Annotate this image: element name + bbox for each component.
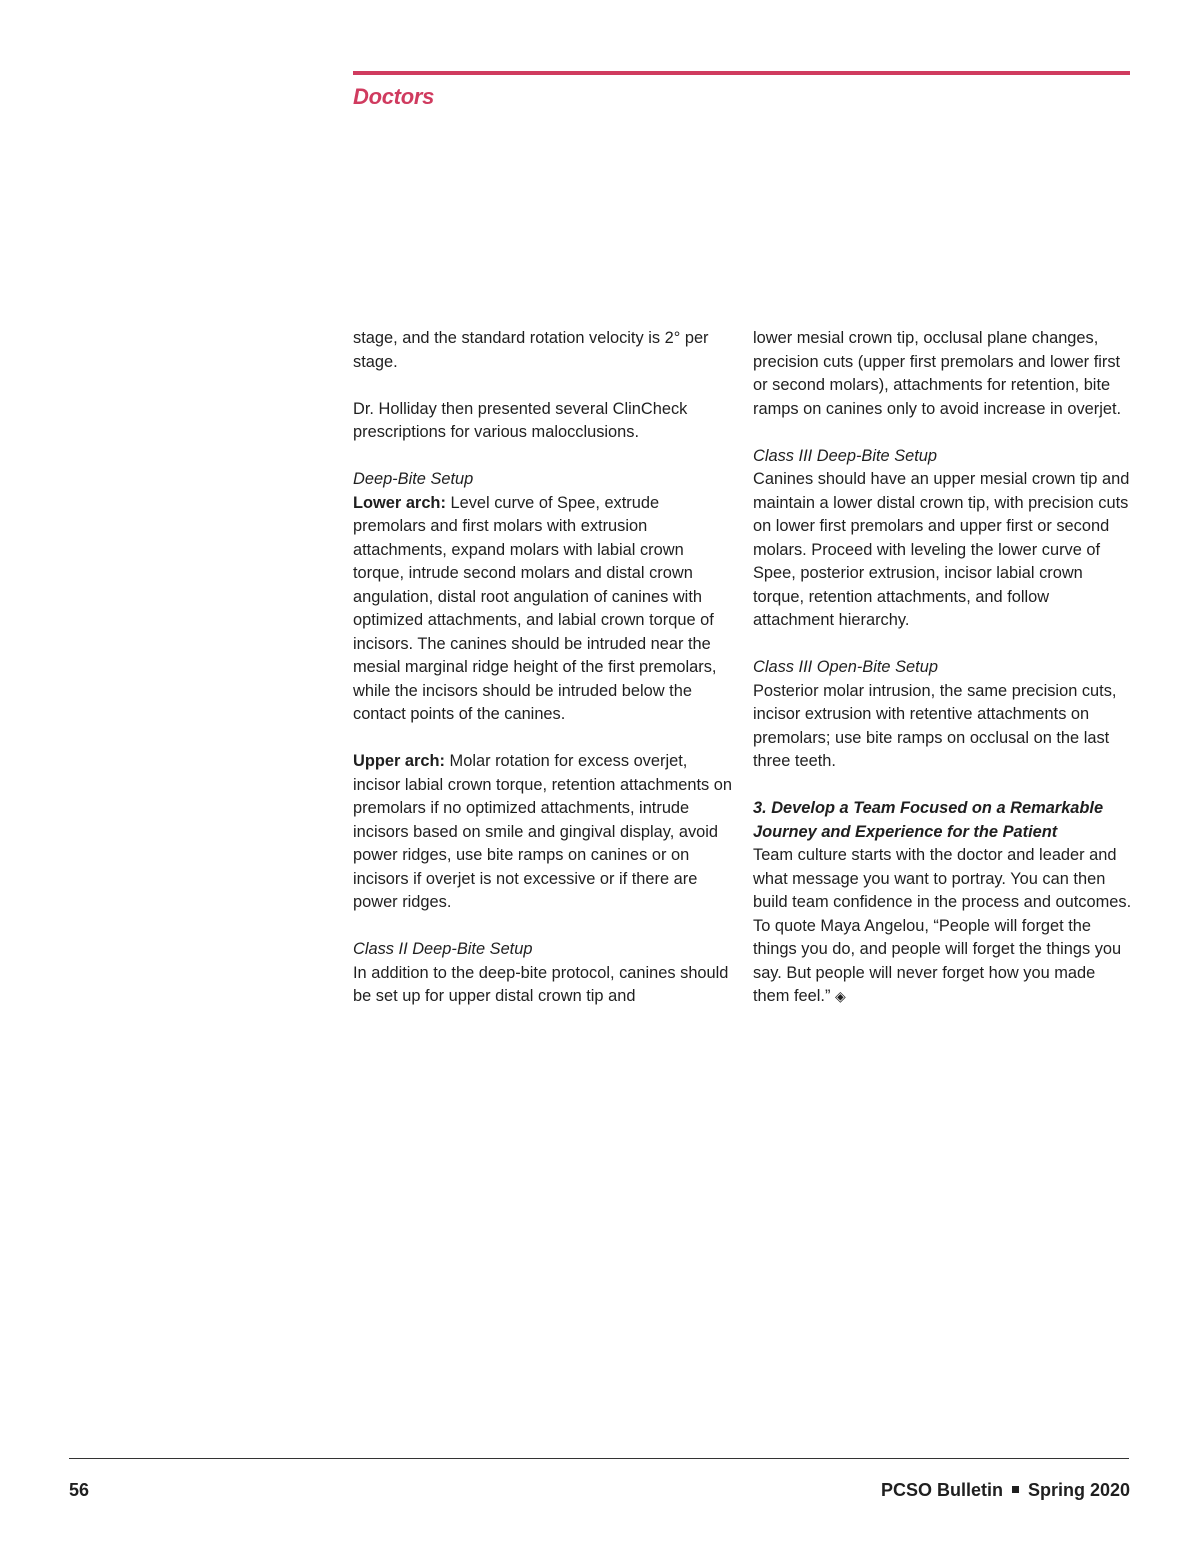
- paragraph: Posterior molar intrusion, the same precision cuts, incisor extrusion with retentive attachments on premolars; use bite ramps on occlusal on the last three teeth.: [753, 681, 1117, 770]
- lower-arch-label: Lower arch:: [353, 493, 446, 512]
- right-column: [753, 327, 1133, 1032]
- footer-publication: [881, 1480, 1130, 1501]
- paragraph: Canines should have an upper mesial crown tip and maintain a lower distal crown tip, with precision cuts on lower first premolars and upper first or second molars. Proceed with leveling the lower curve of Spee, posterior extrusion, incisor labial crown torque, retention attachments, and follow attachment hierarchy.: [753, 470, 1130, 629]
- header-rule: [353, 71, 1130, 75]
- end-mark-icon: ◈: [835, 988, 846, 1004]
- footer-rule: [69, 1458, 1129, 1459]
- left-column: [353, 327, 733, 1032]
- subheading-section-3: 3. Develop a Team Focused on a Remarkable Journey and Experience for the Patient: [753, 799, 1104, 841]
- subheading-class3-open-bite: Class III Open-Bite Setup: [753, 658, 938, 676]
- lower-arch-text: Level curve of Spee, extrude premolars and first molars with extrusion attachments, expand molars with labial crown torque, intrude second molars and distal crown angulation, distal root angulation of canines with optimized attachments, and labial crown torque of incisors. The canines should be intruded near the mesial marginal ridge height of the first premolars, while the incisors should be intruded below the contact points of the canines.: [353, 493, 717, 723]
- issue-date: Spring 2020: [1027, 1480, 1130, 1500]
- subheading-class3-deep-bite: Class III Deep-Bite Setup: [753, 446, 938, 465]
- subheading-class2-deep-bite: Class II Deep-Bite Setup: [353, 940, 533, 958]
- upper-arch-label: Upper arch:: [353, 752, 445, 770]
- upper-arch-text: Molar rotation for excess overjet, incisor labial crown torque, retention attachments on premolars if no optimized attachments, intrude incisors based on smile and gingival display, avoid power ridges, use bite ramps on canines or on incisors if overjet is not excessive or if there are power ridges.: [353, 752, 733, 911]
- section-title: Doctors: [353, 84, 435, 109]
- section-3-text: Team culture starts with the doctor and leader and what message you want to portray. You can then build team confidence in the process and outcomes. To quote Maya Angelou, “People will forget the things you do, and people will forget the things you say. But people will never forget how you made them feel.”: [753, 846, 1132, 1005]
- publication-name: PCSO Bulletin: [880, 1480, 1003, 1500]
- subheading-deep-bite: Deep-Bite Setup: [353, 470, 474, 488]
- square-bullet-icon: [1012, 1486, 1019, 1493]
- paragraph-upper-arch: [353, 750, 733, 915]
- paragraph: In addition to the deep-bite protocol, canines should be set up for upper distal crown tip and: [353, 963, 729, 1005]
- paragraph: lower mesial crown tip, occlusal plane changes, precision cuts (upper first premolars and lower first or second molars), attachments for retention, bite ramps on canines only to avoid increase in overjet.: [753, 329, 1122, 418]
- paragraph: Dr. Holliday then presented several ClinCheck prescriptions for various malocclusions.: [353, 399, 688, 441]
- page-number: 56: [69, 1480, 90, 1500]
- paragraph: stage, and the standard rotation velocity is 2° per stage.: [353, 329, 709, 371]
- paragraph-lower-arch: [353, 492, 733, 727]
- paragraph-section-3: [753, 844, 1133, 1009]
